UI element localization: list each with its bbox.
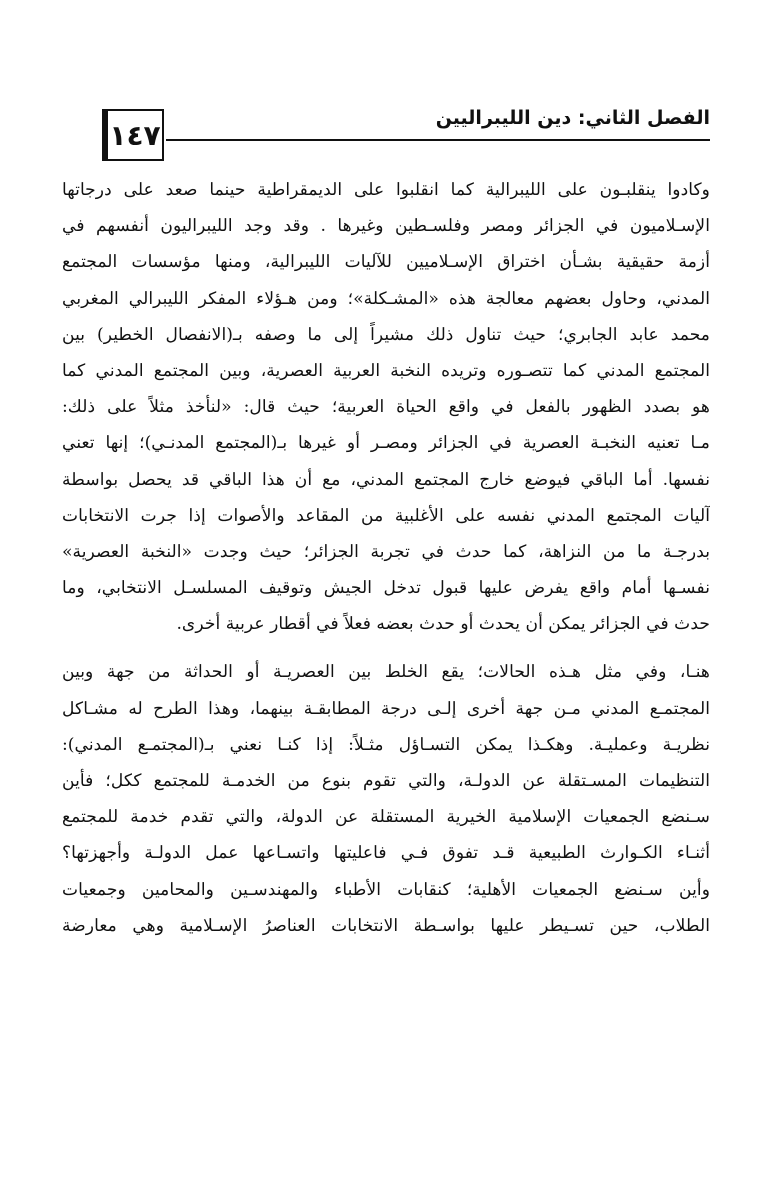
chapter-title: الفصل الثاني: دين الليبراليين <box>435 107 710 129</box>
text-line: آليات المجتمع المدني نفسه على الأغلبية من المقاعد والأصوات إذا جرت الانتخابات <box>62 505 710 526</box>
text-line: محمد عابد الجابري؛ حيث تناول ذلك مشيراً إلى ما وصفه بـ(الانفصال الخطير) بين <box>62 324 710 345</box>
text-line: مـا تعنيه النخبـة العصرية في الجزائر ومصـر أو غيرها بـ(المجتمع المدنـي)؛ إنها تعني <box>62 433 710 454</box>
text-line: بدرجـة ما من النزاهة، كما حدث في تجربة الجزائر؛ حيث وجدت «النخبة العصرية» <box>62 541 710 562</box>
text-line: التنظيمات المسـتقلة عن الدولـة، والتي تقوم بنوع من الخدمـة للمجتمع ككل؛ فأين <box>62 771 710 791</box>
text-line: حدث في الجزائر يمكن أن يحدث أو حدث بعضه فعلاً في أقطار عربية أخرى. <box>176 614 710 635</box>
page-number: ١٤٧ <box>109 118 161 152</box>
text-line: الإسـلاميون في الجزائر ومصر وفلسـطين وغيرها . وقد وجد الليبراليون أنفسهم في <box>62 216 710 237</box>
text-line: نفسها. أما الباقي فيوضع خارج المجتمع المدني، مع أن هذا الباقي قد يحصل بواسطة <box>62 469 710 490</box>
text-line: سـنضع الجمعيات الإسلامية الخيرية المستقلة عن الدولة، والتي تقدم خدمة للمجتمع <box>62 807 710 828</box>
text-line: هو بصدد الظهور بالفعل في واقع الحياة العربية؛ حيث قال: «لنأخذ مثلاً على ذلك: <box>62 397 710 418</box>
text-line: الطلاب، حين تسـيطر عليها بواسـطة الانتخابات العناصرُ الإسـلامية وهي معارضة <box>62 915 710 936</box>
text-line: المدني، وحاول بعضهم معالجة هذه «المشـكلة»؛ ومن هـؤلاء المفكر الليبرالي المغربي <box>62 288 710 309</box>
text-line: نظريـة وعمليـة. وهكـذا يمكن التسـاؤل مثـلاً: إذا كنـا نعني بـ(المجتمـع المدني): <box>62 734 710 755</box>
text-line: وكادوا ينقلبـون على الليبرالية كما انقلبوا على الديمقراطية حينما صعد على درجاتها <box>62 180 710 200</box>
text-line: هنـا، وفي مثل هـذه الحالات؛ يقع الخلط بين العصريـة أو الحداثة من جهة وبين <box>62 662 710 683</box>
paragraph-2 <box>62 654 710 944</box>
header-rule <box>166 139 710 141</box>
paragraph-1 <box>62 172 710 642</box>
text-line: نفسـها أمام واقع يفرض عليها قبول تدخل الجيش وتوقيف المسلسـل الانتخابي، وما <box>62 578 710 599</box>
text-line: أزمة حقيقية بشـأن اختراق الإسـلاميين للآليات الليبرالية، ومنها مؤسسات المجتمع <box>62 252 710 273</box>
page-header <box>100 95 710 175</box>
page-number-box <box>102 109 164 161</box>
body-text <box>62 172 710 944</box>
text-line: المجتمـع المدني مـن جهة أخرى إلـى درجة المطابقـة بينهما، وهذا الطرح له مشـاكل <box>62 698 710 719</box>
text-line: وأين سـنضع الجمعيات الأهلية؛ كنقابات الأطباء والمهندسـين والمحامين وجمعيات <box>62 879 710 900</box>
text-line: المجتمع المدني كما تتصـوره وتريده النخبة العربية العصرية، وبين المجتمع المدني كما <box>62 360 710 381</box>
text-line: أثنـاء الكـوارث الطبيعية قـد تفوق فـي فاعليتها واتسـاعها عمل الدولـة وأجهزتها؟ <box>62 843 710 864</box>
